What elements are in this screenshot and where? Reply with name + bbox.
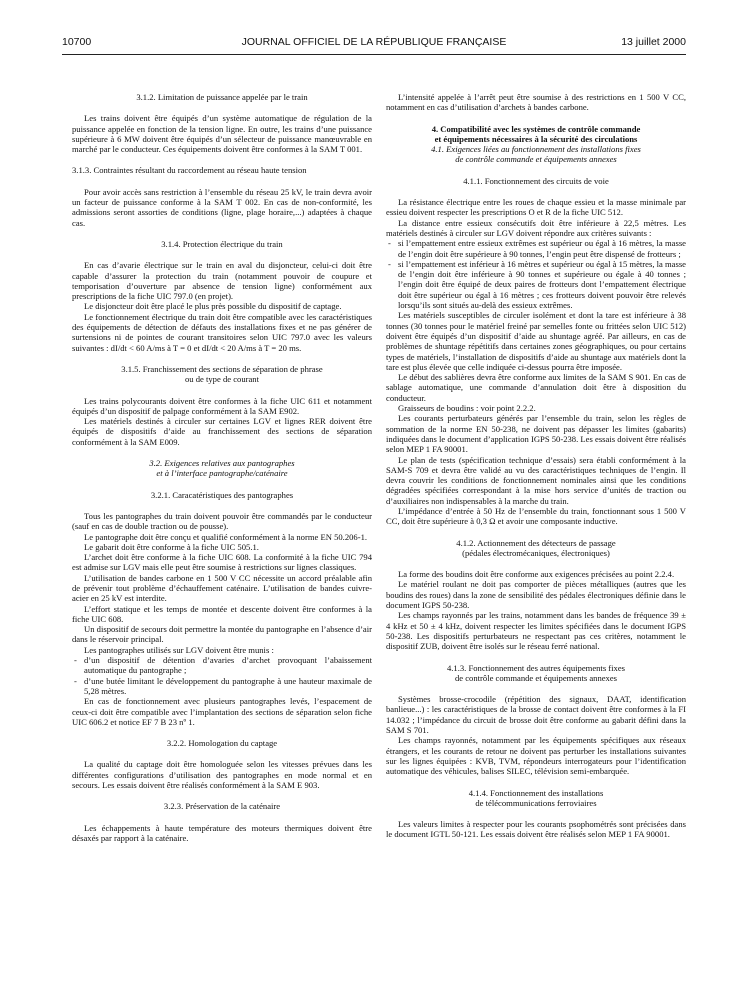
paragraph: Les trains polycourants doivent être conformes à la fiche UIC 611 et notamment équipés d’un dispositif de palpage conformément à la SAM E902. (72, 395, 372, 416)
paragraph: En cas d’avarie électrique sur le train en aval du disjoncteur, celui-ci doit être capable d’assurer la protection du train (notamment pouvoir de coupure et temporisation d’ouverture par absence de tension ligne) conformément aux prescriptions de la fiche UIC 797.0 (en projet). (72, 260, 372, 302)
section-heading: (pédales électromécaniques, électroniques) (462, 547, 610, 558)
section-heading: 4. Compatibilité avec les systèmes de contrôle commande (431, 123, 641, 134)
right-column (386, 92, 686, 840)
paragraph: Les pantographes utilisés sur LGV doivent être munis : (84, 644, 274, 655)
section-heading: 3.2. Exigences relatives aux pantographes (149, 458, 295, 469)
paragraph: La résistance électrique entre les roues de chaque essieu et la masse minimale par essieu doivent respecter les prescriptions O et R de la fiche UIC 512. (386, 197, 686, 218)
section-heading: 4.1.3. Fonctionnement des autres équipements fixes (446, 662, 626, 673)
paragraph: L’effort statique et les temps de montée et descente doivent être conformes à la fiche UIC 608. (72, 603, 372, 624)
section-heading: 3.1.4. Protection électrique du train (161, 238, 283, 249)
section-heading: 4.1.1. Fonctionnement des circuits de voie (463, 175, 609, 186)
paragraph: La forme des boudins doit être conforme aux exigences précisées au point 2.2.4. (398, 569, 675, 580)
bullet-list (386, 238, 686, 310)
paragraph: Pour avoir accès sans restriction à l’ensemble du réseau 25 kV, le train devra avoir un facteur de puissance conforme à la SAM T 002. En cas de non-conformité, les admissions seront assorties de conditions (ligne, plage horaire,...) adaptées à chaque cas. (72, 186, 372, 228)
paragraph: L’archet doit être conforme à la fiche UIC 608. La conformité à la fiche UIC 794 est admise sur LGV mais elle peut être soumise à restrictions sur lignes classiques. (72, 552, 372, 573)
list-item: - d’un dispositif de détention d’avaries d’archet provoquant l’abaissement automatique du pantographe ; (72, 655, 372, 676)
left-column (72, 92, 372, 843)
paragraph: Systèmes brosse-crocodile (répétition des signaux, DAAT, identification banlieue...) : les caractéristiques de la brosse de contact doivent être conformes à la FI 14.032 ; l’impédance du circuit de brosse doit être conforme au gabarit défini dans la SAM S 701. (386, 694, 686, 736)
section-heading: 3.2.2. Homologation du captage (166, 738, 278, 749)
paragraph: Les trains doivent être équipés d’un système automatique de régulation de la puissance appelée en fonction de la tension ligne. En outre, les trains d’une puissance supérieure à 6 MW doivent être équipés d’un sélecteur de puissance manœuvrable en marché par le conducteur. Ces équipements doivent être conformes à la SAM T 001. (72, 113, 372, 155)
paragraph: Les champs rayonnés par les trains, notamment dans les bandes de fréquence 39 ± 4 kHz et 50 ± 4 kHz, doivent respecter les limites spécifiées dans le document IGPS 50-238. Les dispositifs perturbateurs ne respectant pas ces critères, notamment le dispositif ZUB, doivent être isolés sur le réseau ferré national. (386, 610, 686, 652)
section-heading: 3.1.5. Franchissement des sections de séparation de phrase (121, 363, 323, 374)
paragraph: L’utilisation de bandes carbone en 1 500 V CC nécessite un accord préalable afin de prévenir tout problème d’échauffement caténaire. L’utilisation de bandes cuivre-acier en 25 kV est interdite. (72, 572, 372, 604)
section-heading: ou de type de courant (185, 374, 259, 385)
list-item: - si l’empattement est inférieur à 16 mètres et supérieur ou égal à 15 mètres, la masse de l’engin doit être inférieure à 90 tonnes et supérieure ou égale à 40 tonnes ; l’engin doit être équipé de deux paires de frotteurs dont l’empattement électrique doit être supérieur ou égal à 16 mètres ; ces frotteurs doivent pouvoir être relevés lorsqu’ils sont situés au-delà des essieux extrêmes. (386, 259, 686, 310)
paragraph: Le gabarit doit être conforme à la fiche UIC 505.1. (84, 541, 259, 552)
paragraph: En cas de fonctionnement avec plusieurs pantographes levés, l’espacement de ceux-ci doit être compatible avec l’implantation des sections de séparation selon fiche UIC 606.2 et notice EF 7 B 23 nº 1. (72, 696, 372, 727)
section-heading: 3.1.3. Contraintes résultant du raccordement au réseau haute tension (72, 165, 307, 176)
paragraph: Le disjoncteur doit être placé le plus près possible du dispositif de captage. (84, 301, 342, 312)
page-number: 10700 (62, 36, 92, 48)
page-header (62, 36, 686, 50)
paragraph: L’intensité appelée à l’arrêt peut être soumise à des restrictions en 1 500 V CC, notamment en cas d’utilisation d’archets à bandes carbone. (386, 92, 686, 113)
publication-date: 13 juillet 2000 (621, 36, 686, 48)
paragraph: L’impédance d’entrée à 50 Hz de l’ensemble du train, fonctionnant sous 1 500 V CC, doit être supérieure à 0,3 Ω et avoir une composante inductive. (386, 505, 686, 527)
paragraph: La distance entre essieux consécutifs doit être inférieure à 22,5 mètres. Les matériels destinés à circuler sur LGV doivent répondre aux critères suivants : (386, 217, 686, 238)
paragraph: Un dispositif de secours doit permettre la montée du pantographe en l’absence d’air dans le réservoir principal. (72, 624, 372, 645)
section-heading: 3.1.2. Limitation de puissance appelée par le train (136, 92, 308, 102)
section-heading: 4.1. Exigences liées au fonctionnement des installations fixes (431, 144, 641, 155)
paragraph: Tous les pantographes du train doivent pouvoir être commandés par le conducteur (sauf en cas de double traction ou de pousse). (72, 510, 372, 532)
paragraph: Le matériel roulant ne doit pas comporter de pièces métalliques (autres que les boudins des roues) dans la zone de sensibilité des pédales électroniques définie dans le document IGPS 50-238. (386, 579, 686, 611)
section-heading: 3.2.3. Préservation de la caténaire (163, 801, 281, 812)
paragraph: Les échappements à haute température des moteurs thermiques doivent être désaxés par rapport à la caténaire. (72, 822, 372, 843)
paragraph: Graisseurs de boudins : voir point 2.2.2. (398, 403, 536, 414)
paragraph: Les matériels destinés à circuler sur certaines LGV et lignes RER doivent être équipés de dispositifs d’aide au franchissement des sections de séparation conformément à la SAM E009. (72, 416, 372, 447)
paragraph: Les courants perturbateurs générés par l’ensemble du train, selon les règles de sommation de la norme EN 50-238, ne doivent pas dépasser les limites (gabarits) indiquées dans le document d’application IGPS 50-238. Les essais doivent être réalisés selon MEP 1 FA 90001. (386, 413, 686, 455)
paragraph: La qualité du captage doit être homologuée selon les vitesses prévues dans les différentes configurations d’utilisation des pantographes en mode normal et en secours. Les essais doivent être réalisés conformément à la SAM E 903. (72, 759, 372, 791)
paragraph: Le début des sablières devra être conforme aux limites de la SAM S 901. En cas de sablage automatique, une commande d’annulation doit être à disposition du conducteur. (386, 372, 686, 403)
paragraph: Le fonctionnement électrique du train doit être compatible avec les caractéristiques des équipements de détection de défauts des installations fixes et ne pas générer de surtensions ni de pointes de courant transitoires selon UIC 797.0 avec les valeurs suivantes : dI/dt < 60 A/ms à T = 0 et dI/dt < 20 A/ms à T = 20 ms. (72, 311, 372, 353)
journal-title: JOURNAL OFFICIEL DE LA RÉPUBLIQUE FRANÇAISE (241, 36, 507, 48)
section-heading: de télécommunications ferroviaires (475, 797, 597, 808)
section-heading: de contrôle commande et équipements annexes (454, 672, 618, 683)
paragraph: Le plan de tests (spécification technique d’essais) sera établi conformément à la SAM-S 709 et devra être validé au vu des caractéristiques techniques de l’engin. Il devra couvrir les conditions de fonctionnement nominales ainsi que les conditions dégradées spécifiées correspondant à la mise hors service d’unités de traction ou d’auxiliaires non indispensables à la marche du train. (386, 454, 686, 506)
list-item: - si l’empattement entre essieux extrêmes est supérieur ou égal à 16 mètres, la masse de l’engin doit être supérieure à 90 tonnes, l’engin peut être dispensé de frotteurs ; (386, 238, 686, 259)
section-heading: 4.1.2. Actionnement des détecteurs de passage (456, 537, 616, 548)
bullet-list (72, 655, 372, 696)
paragraph: Le pantographe doit être conçu et qualifié conformément à la norme EN 50.206-1. (84, 531, 368, 542)
section-heading: et à l’interface pantographe/caténaire (156, 468, 288, 479)
paragraph: Les valeurs limites à respecter pour les courants psophométrés sont précisées dans le document IGTL 50-121. Les essais doivent être réalisés selon MEP 1 FA 90001. (386, 819, 686, 840)
paragraph: Les champs rayonnés, notamment par les équipements spécifiques aux réseaux étrangers, et les courants de retour ne doivent pas perturber les installations suivantes sur les lignes équipées : KVB, TVM, répondeurs interrogateurs pour l’identification automatique des véhicules, balises SILEC, télévision semi-embarquée. (386, 735, 686, 777)
section-heading: de contrôle commande et équipements annexes (455, 154, 617, 165)
list-item: - d’une butée limitant le développement du pantographe à une hauteur maximale de 5,28 mètres. (72, 676, 372, 697)
section-heading: 3.2.1. Caracatéristiques des pantographes (150, 489, 294, 500)
paragraph: Les matériels susceptibles de circuler isolément et dont la tare est inférieure à 38 tonnes (30 tonnes pour le matériel freiné par semelles fonte ou frittées selon UIC 512) doivent être équipés d’un dispositif d’aide au shuntage agréé. Par ailleurs, en cas de problèmes de shuntage répétitifs dans certaines zones géographiques, ou pour certains types de matériels, l’installation de dispositifs d’aide au shuntage aux matériels dont la tare est plus élevée que celle indiquée ci-dessus pourra être imposée. (386, 310, 686, 372)
header-rule (62, 54, 686, 55)
section-heading: 4.1.4. Fonctionnement des installations (468, 787, 604, 798)
section-heading: et équipements nécessaires à la sécurité des circulations (434, 133, 638, 144)
